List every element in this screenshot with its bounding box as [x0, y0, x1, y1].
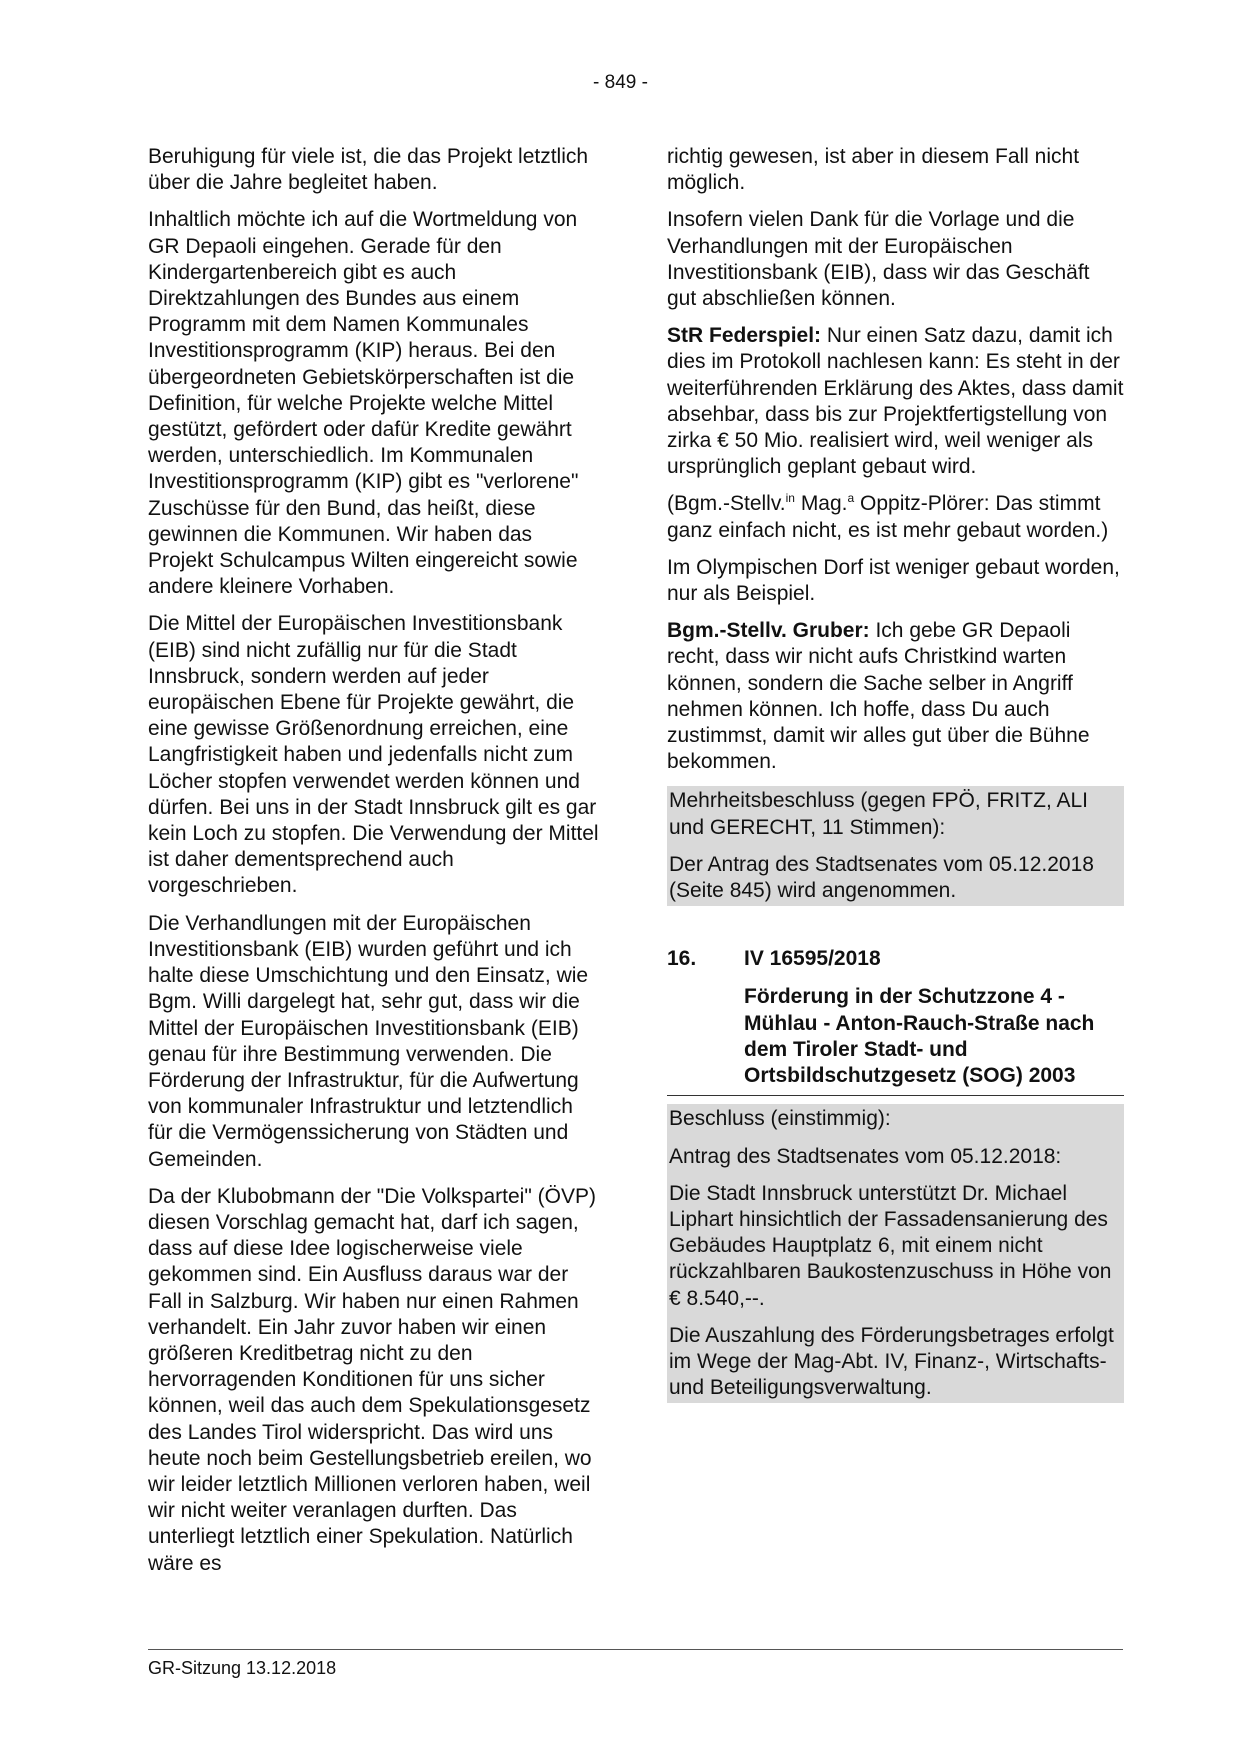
resolution-line: Die Stadt Innsbruck unterstützt Dr. Michael Liphart hinsichtlich der Fassadensanierung des Gebäudes Hauptplatz 6, mit einem nicht rückzahlbaren Baukostenzuschuss in Höhe von € 8.540,--.	[669, 1181, 1112, 1310]
paragraph: Beruhigung für viele ist, die das Projekt letztlich über die Jahre begleitet haben.	[148, 145, 589, 195]
agenda-reference: IV 16595/2018	[744, 947, 881, 971]
interjection-part: Oppitz-Plörer: Das stimmt ganz einfach nicht, es ist mehr gebaut worden.)	[667, 492, 1109, 542]
footer	[148, 1649, 1123, 1679]
resolution-line: Mehrheitsbeschluss (gegen FPÖ, FRITZ, ALI und GERECHT, 11 Stimmen):	[669, 789, 1088, 839]
superscript: in	[785, 491, 795, 506]
speaker-name: StR Federspiel:	[667, 324, 822, 348]
footer-text: GR-Sitzung 13.12.2018	[148, 1658, 337, 1678]
speech-text: Ich gebe GR Depaoli recht, dass wir nicht aufs Christkind warten können, sondern die Sache selber in Angriff nehmen können. Ich hoffe, dass Du auch zustimmst, damit wir alles gut über die Bühne bekommen.	[667, 619, 1090, 774]
right-column	[667, 144, 1124, 1403]
speech-federspiel	[667, 323, 1124, 480]
resolution-box	[667, 786, 1124, 906]
resolution-line: Die Auszahlung des Förderungsbetrages erfolgt im Wege der Mag-Abt. IV, Finanz-, Wirtschafts- und Beteiligungsverwaltung.	[669, 1323, 1114, 1400]
page-number: - 849 -	[593, 72, 648, 93]
agenda-header	[667, 946, 1124, 972]
resolution-line: Beschluss (einstimmig):	[669, 1107, 891, 1131]
resolution-line: Antrag des Stadtsenates vom 05.12.2018:	[669, 1144, 1062, 1168]
speech-text: Nur einen Satz dazu, damit ich dies im Protokoll nachlesen kann: Es steht in der weiterführenden Erklärung des Aktes, dass damit absehbar, dass bis zur Projektfertigstellung von zirka € 50 Mio. realisiert wird, weil weniger als ursprünglich geplant gebaut wird.	[667, 324, 1124, 479]
superscript: a	[847, 491, 855, 506]
agenda-number: 16.	[667, 947, 697, 971]
speaker-name: Bgm.-Stellv. Gruber:	[667, 619, 870, 643]
paragraph: Im Olympischen Dorf ist weniger gebaut worden, nur als Beispiel.	[667, 555, 1120, 606]
paragraph: Die Mittel der Europäischen Investitionsbank (EIB) sind nicht zufällig nur für die Stadt Innsbruck, sondern werden auf jeder europäischen Ebene für Projekte gewährt, die eine gewisse Größenordnung erreichen, eine Langfristigkeit haben und jedenfalls nicht zum Löcher stopfen verwendet werden können und dürfen. Bei uns in der Stadt Innsbruck gilt es gar kein Loch zu stopfen. Die Verwendung der Mittel ist daher dementsprechend auch vorgeschrieben.	[148, 612, 599, 898]
paragraph: Da der Klubobmann der "Die Volkspartei" (ÖVP) diesen Vorschlag gemacht hat, darf ich sagen, dass auf diese Idee logischerweise viele gekommen sind. Ein Ausfluss daraus war der Fall in Salzburg. Wir haben nur einen Rahmen verhandelt. Ein Jahr zuvor haben wir einen größeren Kreditbetrag nicht zu den hervorragenden Konditionen für uns sicher können, weil das auch dem Spekulationsgesetz des Landes Tirol widerspricht. Das wird uns heute noch beim Gestellungsbetrieb ereilen, wo wir leider letztlich Millionen verloren haben, weil wir nicht weiter veranlagen durften. Das unterliegt letztlich einer Spekulation. Natürlich wäre es	[148, 1184, 596, 1575]
paragraph: richtig gewesen, ist aber in diesem Fall nicht möglich.	[667, 145, 1080, 195]
left-column	[148, 144, 600, 1588]
interjection-part: Mag.	[794, 492, 848, 516]
paragraph: Inhaltlich möchte ich auf die Wortmeldung von GR Depaoli eingehen. Gerade für den Kindergartenbereich gibt es auch Direktzahlungen des Bundes aus einem Programm mit dem Namen Kommunales Investitionsprogramm (KIP) heraus. Bei den übergeordneten Gebietskörperschaften ist die Definition, für welche Projekte welche Mittel gestützt, gefördert oder dafür Kredite gewährt werden, unterschiedlich. Im Kommunalen Investitionsprogramm (KIP) gibt es "verlorene" Zuschüsse für den Bund, das heißt, diese gewinnen die Kommunen. Wir haben das Projekt Schulcampus Wilten eingereicht sowie andere kleinere Vorhaben.	[148, 208, 579, 599]
agenda-title: Förderung in der Schutzzone 4 - Mühlau - Anton-Rauch-Straße nach dem Tiroler Stadt- und Ortsbildschutzgesetz (SOG) 2003	[667, 984, 1124, 1096]
agenda-item	[667, 946, 1124, 972]
speech-gruber	[667, 618, 1124, 775]
interjection-part: (Bgm.-Stellv.	[667, 492, 786, 516]
paragraph: Insofern vielen Dank für die Vorlage und die Verhandlungen mit der Europäischen Investitionsbank (EIB), dass wir das Geschäft gut abschließen können.	[667, 208, 1090, 311]
resolution-line: Der Antrag des Stadtsenates vom 05.12.2018 (Seite 845) wird angenommen.	[669, 852, 1094, 903]
paragraph: Die Verhandlungen mit der Europäischen Investitionsbank (EIB) wurden geführt und ich halte diese Umschichtung und den Einsatz, wie Bgm. Willi dargelegt hat, sehr gut, dass wir die Mittel der Europäischen Investitionsbank (EIB) genau für ihre Bestimmung verwenden. Die Förderung der Infrastruktur, für die Aufwertung von kommunaler Infrastruktur und letztendlich für die Vermögenssicherung von Städten und Gemeinden.	[148, 911, 589, 1171]
interjection	[667, 491, 1124, 543]
resolution-box	[667, 1104, 1124, 1403]
